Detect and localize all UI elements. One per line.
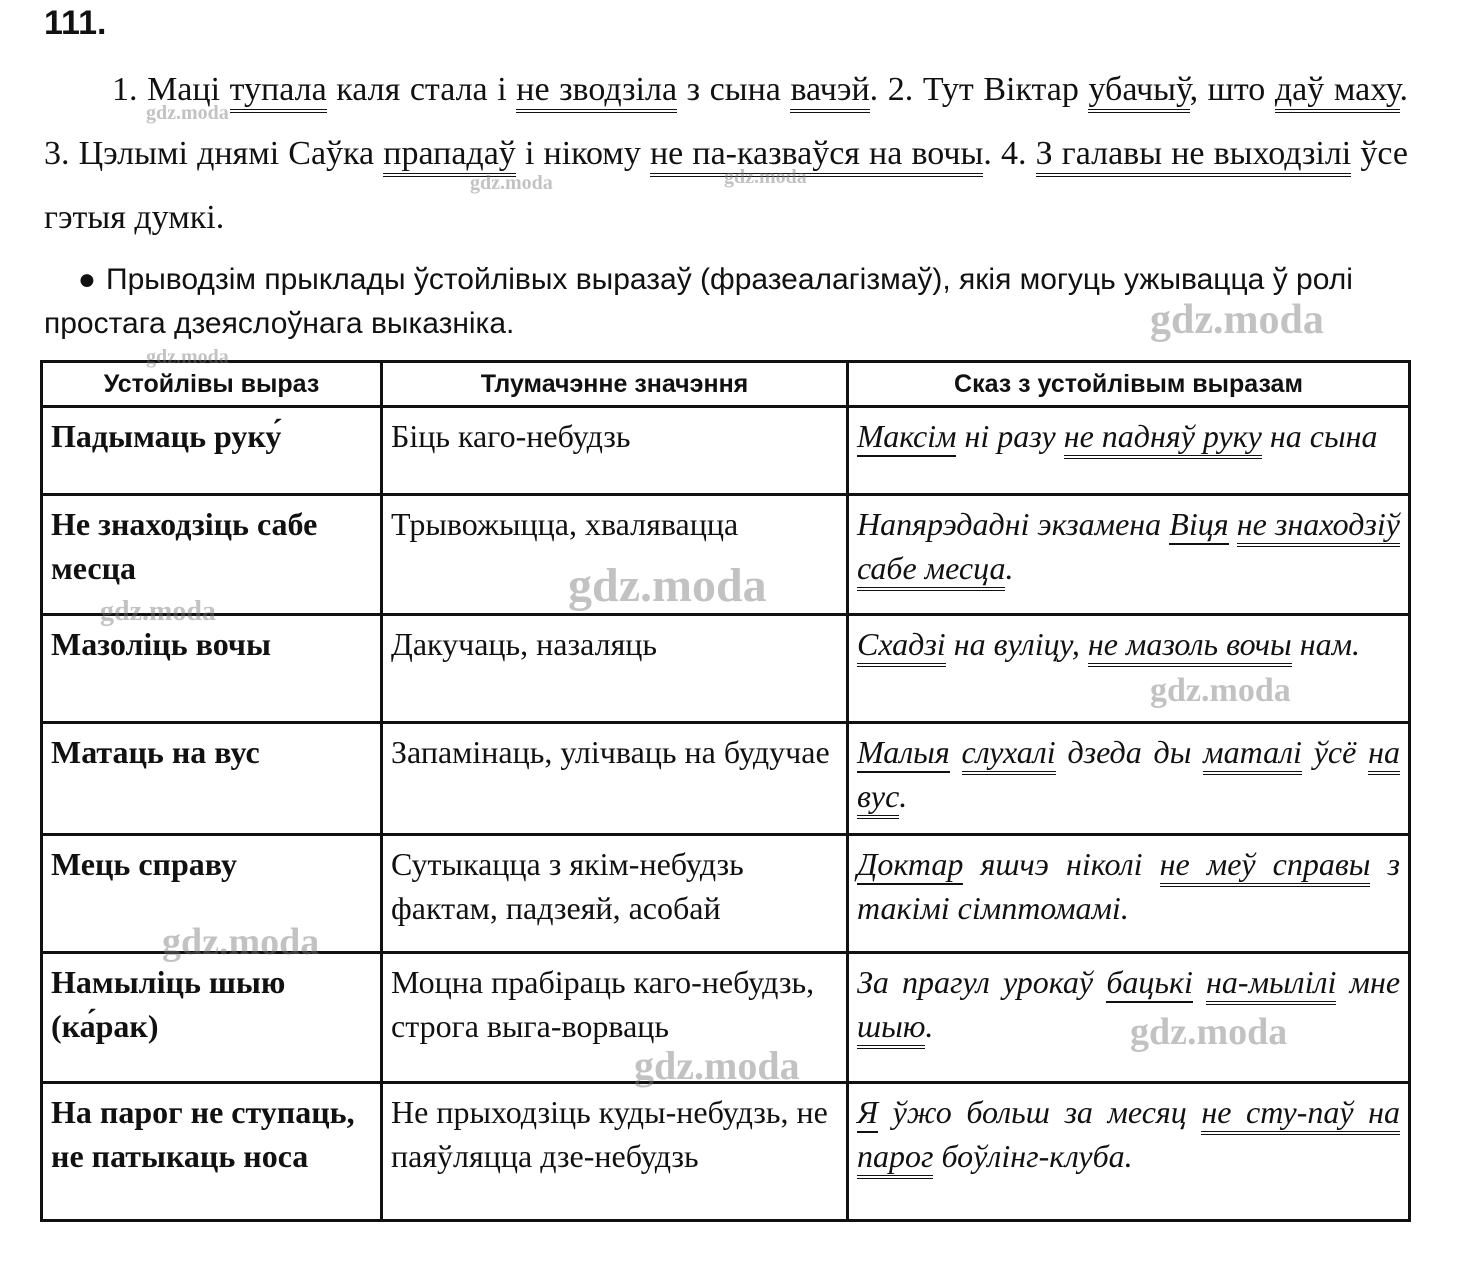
sentence-underlined-part: Схадзі (857, 626, 946, 667)
meaning-cell: Дакучаць, назаляць (382, 615, 848, 723)
watermark: gdz.moda (1130, 1011, 1288, 1053)
sentence-part: мне (1336, 964, 1401, 1000)
header-expression: Устойлівы выраз (42, 362, 382, 407)
predicate-underlined: не па-казваўся на вочы (650, 135, 983, 177)
watermark: gdz.moda (162, 921, 320, 963)
sentence-part: з такімі сімптомамі. (857, 846, 1400, 926)
sentence-underlined-part: Доктар (857, 846, 963, 885)
text-run: 1. Маці (112, 71, 230, 108)
text-run: , што (1189, 71, 1275, 108)
sentence-underlined-part: маталі (1203, 734, 1302, 775)
sentence-text (857, 734, 1400, 819)
predicate-underlined: даў маху (1275, 71, 1400, 113)
table-row (42, 1083, 1410, 1221)
meaning-cell: Сутыкацца з якім-небудзь фактам, падзеяй, асобай (382, 835, 848, 953)
sentence-underlined-part: Віця (1169, 506, 1228, 545)
sentence-cell (848, 953, 1410, 1083)
text-run: ўсе гэтыя думкі. (44, 135, 1408, 236)
table-row (42, 495, 1410, 615)
expression-cell: Матаць на вус (42, 723, 382, 835)
table-header-row (42, 362, 1410, 407)
sentence-text (857, 846, 1400, 926)
expression-cell: Мазоліць вочы (42, 615, 382, 723)
meaning-cell: Запамінаць, улічваць на будучае (382, 723, 848, 835)
text-run: . 2. Тут Віктар (869, 71, 1089, 108)
sentence-part: на сына (1261, 418, 1378, 454)
watermark: gdz.moda (568, 559, 767, 612)
text-run: . 4. (983, 135, 1036, 172)
task-bullet (44, 258, 1408, 346)
sentence-underlined-part: не меў справы (1160, 846, 1371, 887)
expression-cell: Падымаць руку́ (42, 407, 382, 495)
sentence-part: ўсё (1301, 734, 1369, 770)
sentence-part: . (899, 778, 908, 814)
sentence-underlined-part: не сту-паў на парог (857, 1094, 1400, 1179)
sentence-underlined-part: Максім (857, 418, 956, 457)
expression-cell: На парог не ступаць, не патыкаць носа (42, 1083, 382, 1221)
text-run: . 3. Цэлымі днямі Саўка (44, 71, 1409, 172)
expression-cell: Мець справу (42, 835, 382, 953)
exercise-number: 111. (44, 4, 107, 42)
sentence-part (1193, 964, 1206, 1000)
watermark: gdz.moda (146, 346, 229, 368)
sentence-underlined-part: не падняў руку (1064, 418, 1262, 459)
sentence-underlined-part: Я (857, 1094, 878, 1133)
watermark: gdz.moda (724, 166, 807, 188)
text-run: каля стала і (326, 71, 517, 108)
sentence-text (857, 418, 1378, 459)
meaning-cell: Біць каго-небудзь (382, 407, 848, 495)
text-run: і нікому (515, 135, 650, 172)
sentence-cell (848, 723, 1410, 835)
predicate-underlined: прападаў (383, 135, 516, 177)
watermark: gdz.moda (1150, 672, 1291, 709)
bullet-icon: ● (77, 263, 96, 296)
watermark: gdz.moda (470, 172, 553, 194)
meaning-cell: Не прыходзіць куды-небудзь, не паяўляцца дзе-небудзь (382, 1083, 848, 1221)
sentence-part: Напярэдадні экзамена (857, 506, 1170, 542)
sentence-part: нам. (1291, 626, 1360, 662)
sentence-underlined-part: бацькі (1106, 964, 1193, 1003)
table-row (42, 407, 1410, 495)
predicate-underlined: не зводзіла (516, 71, 677, 113)
predicate-underlined: убачыў (1088, 71, 1189, 113)
table-row (42, 953, 1410, 1083)
sentence-part: боўлінг-клуба. (933, 1138, 1133, 1174)
predicate-underlined: вачэй (790, 71, 869, 113)
table-row (42, 615, 1410, 723)
sentence-part: . (925, 1008, 934, 1044)
predicate-underlined: З галавы не выходзілі (1036, 135, 1352, 177)
sentence-underlined-part: на-мылілі (1206, 964, 1336, 1005)
sentence-part (950, 734, 962, 770)
sentence-part (1229, 506, 1237, 542)
sentence-text (857, 626, 1360, 667)
watermark: gdz.moda (146, 102, 229, 124)
sentence-part: на вуліцу, (945, 626, 1088, 662)
expression-cell: Не знаходзіць сабе месца (42, 495, 382, 615)
sentence-part: За прагул урокаў (857, 964, 1107, 1000)
watermark: gdz.moda (1150, 297, 1324, 343)
expression-cell: Намыліць шыю (ка́рак) (42, 953, 382, 1083)
sentence-text (857, 964, 1400, 1049)
watermark: gdz.moda (634, 1043, 800, 1088)
meaning-cell: Моцна прабіраць каго-небудзь, строга выга-ворваць (382, 953, 848, 1083)
sentence-cell (848, 407, 1410, 495)
sentence-underlined-part: на вус (857, 734, 1400, 819)
sentence-underlined-part: не мазоль вочы (1088, 626, 1292, 667)
header-sentence: Сказ з устойлівым выразам (848, 362, 1410, 407)
header-meaning: Тлумачэнне значэння (382, 362, 848, 407)
sentence-underlined-part: слухалі (962, 734, 1056, 775)
sentence-underlined-part: не знаходзіў сабе месца (857, 506, 1400, 591)
sentence-cell (848, 835, 1410, 953)
sentence-cell (848, 495, 1410, 615)
sentence-part: . (1005, 550, 1014, 586)
sentence-part: дзеда ды (1055, 734, 1204, 770)
predicate-underlined: тупала (230, 71, 327, 113)
watermark: gdz.moda (100, 596, 216, 627)
sentence-text (857, 506, 1400, 591)
sentence-part: яшчэ ніколі (963, 846, 1160, 882)
sentence-cell (848, 1083, 1410, 1221)
table-row (42, 835, 1410, 953)
bullet-text: Прыводзім прыклады ўстойлівых выразаў (фразеалагізмаў), якія могуць ужывацца ў ролі простага дзеяслоўнага выказніка. (44, 263, 1353, 340)
sentence-cell (848, 615, 1410, 723)
exercise-paragraph (44, 58, 1408, 250)
text-run: з сына (677, 71, 791, 108)
phraseology-table (40, 360, 1411, 1222)
meaning-cell: Трывожыцца, хваляваццa (382, 495, 848, 615)
sentence-underlined-part: Малыя (857, 734, 950, 773)
sentence-part: ўжо больш за месяц (878, 1094, 1202, 1130)
sentence-part: ні разу (956, 418, 1064, 454)
sentence-text (857, 1094, 1400, 1179)
table-row (42, 723, 1410, 835)
sentence-underlined-part: шыю (857, 1008, 925, 1049)
